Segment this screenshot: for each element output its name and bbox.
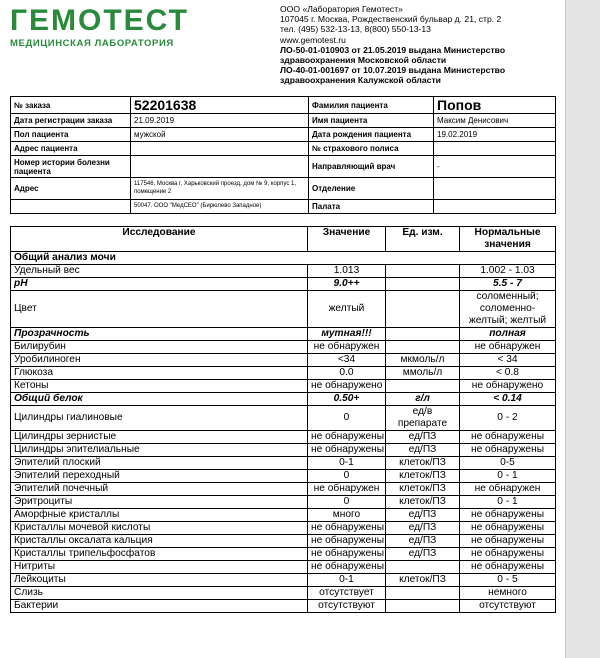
table-row bbox=[11, 457, 556, 470]
reference-range: < 34 bbox=[460, 354, 556, 367]
test-name: Уробилиноген bbox=[11, 354, 308, 367]
department-value bbox=[434, 178, 556, 200]
result-value: 0 bbox=[308, 496, 386, 509]
result-value: не обнаружены bbox=[308, 444, 386, 457]
result-unit: ед/в препарате bbox=[386, 406, 460, 431]
patient-address-label: Адрес пациента bbox=[11, 142, 131, 156]
sex-label: Пол пациента bbox=[11, 128, 131, 142]
medical-history-label: Номер истории болезни пациента bbox=[11, 156, 131, 178]
test-name: Лейкоциты bbox=[11, 574, 308, 587]
test-name: Нитриты bbox=[11, 561, 308, 574]
table-row bbox=[11, 496, 556, 509]
table-row bbox=[11, 509, 556, 522]
table-row bbox=[11, 548, 556, 561]
result-value: 0-1 bbox=[308, 574, 386, 587]
result-value: не обнаружены bbox=[308, 548, 386, 561]
birth-date-label: Дата рождения пациента bbox=[309, 128, 434, 142]
result-value: 9.0++ bbox=[308, 278, 386, 291]
reference-range: 5.5 - 7 bbox=[460, 278, 556, 291]
registration-date-value: 21.09.2019 bbox=[131, 114, 309, 128]
test-name: Билирубин bbox=[11, 341, 308, 354]
organization-info bbox=[280, 4, 565, 86]
result-unit: ммоль/л bbox=[386, 367, 460, 380]
result-value: много bbox=[308, 509, 386, 522]
table-row bbox=[11, 470, 556, 483]
surname-value: Попов bbox=[434, 97, 556, 114]
table-row bbox=[11, 444, 556, 457]
logo-name: ГЕМОТЕСТ bbox=[10, 4, 189, 37]
birth-date-value: 19.02.2019 bbox=[434, 128, 556, 142]
result-value: не обнаружены bbox=[308, 561, 386, 574]
result-unit: г/л bbox=[386, 393, 460, 406]
test-name: Эпителий переходный bbox=[11, 470, 308, 483]
first-name-value: Максим Денисович bbox=[434, 114, 556, 128]
sex-value: мужской bbox=[131, 128, 309, 142]
test-name: Кристаллы мочевой кислоты bbox=[11, 522, 308, 535]
table-row bbox=[11, 561, 556, 574]
result-unit bbox=[386, 341, 460, 354]
license-1: ЛО-50-01-010903 от 21.05.2019 выдана Министерство bbox=[280, 44, 506, 55]
table-row bbox=[11, 431, 556, 444]
test-name: Цвет bbox=[11, 291, 308, 328]
result-unit bbox=[386, 278, 460, 291]
reference-range: отсутствуют bbox=[460, 600, 556, 613]
reference-range: немного bbox=[460, 587, 556, 600]
first-name-label: Имя пациента bbox=[309, 114, 434, 128]
result-unit bbox=[386, 380, 460, 393]
result-unit: клеток/ПЗ bbox=[386, 574, 460, 587]
result-value: не обнаружен bbox=[308, 483, 386, 496]
license-2: ЛО-40-01-001697 от 10.07.2019 выдана Министерство bbox=[280, 65, 506, 76]
test-name: Кетоны bbox=[11, 380, 308, 393]
reference-range: соломенный; соломенно-желтый; желтый bbox=[460, 291, 556, 328]
test-name: Кристаллы трипельфосфатов bbox=[11, 548, 308, 561]
medical-history-value bbox=[131, 156, 309, 178]
result-value: отсутствует bbox=[308, 587, 386, 600]
reference-range: 0-5 bbox=[460, 457, 556, 470]
reference-range: не обнаружены bbox=[460, 548, 556, 561]
result-value: не обнаружены bbox=[308, 431, 386, 444]
table-row bbox=[11, 406, 556, 431]
license-1-cont: здравоохранения Московской области bbox=[280, 55, 447, 66]
result-unit: клеток/ПЗ bbox=[386, 483, 460, 496]
table-row bbox=[11, 380, 556, 393]
test-name: Общий белок bbox=[11, 393, 308, 406]
result-value: 0.0 bbox=[308, 367, 386, 380]
clinic-address-label: Адрес bbox=[11, 178, 131, 200]
order-number-value: 52201638 bbox=[131, 97, 309, 114]
table-row bbox=[11, 574, 556, 587]
table-row bbox=[11, 265, 556, 278]
result-value: 0 bbox=[308, 470, 386, 483]
result-unit bbox=[386, 265, 460, 278]
section-title: Общий анализ мочи bbox=[11, 252, 556, 265]
test-name: Цилиндры эпителиальные bbox=[11, 444, 308, 457]
clinic-address-value: 117546, Москва г, Харьковский проезд, дом № 9, корпус 1, помещение 2 bbox=[131, 178, 309, 200]
reference-range: 0 - 5 bbox=[460, 574, 556, 587]
result-rows bbox=[11, 265, 556, 613]
table-row bbox=[11, 600, 556, 613]
reference-range: не обнаружены bbox=[460, 535, 556, 548]
test-name: Цилиндры гиалиновые bbox=[11, 406, 308, 431]
org-address: 107045 г. Москва, Рождественский бульвар д. 21, стр. 2 bbox=[280, 14, 502, 25]
result-unit: мкмоль/л bbox=[386, 354, 460, 367]
column-header-value: Значение bbox=[308, 227, 386, 252]
org-site: www.gemotest.ru bbox=[280, 34, 346, 45]
order-number-label: № заказа bbox=[11, 97, 131, 114]
clinic-empty-cell bbox=[11, 200, 131, 214]
reference-range: 1.002 - 1.03 bbox=[460, 265, 556, 278]
license-2-cont: здравоохранения Калужской области bbox=[280, 75, 441, 86]
lab-logo bbox=[10, 6, 189, 49]
result-value: отсутствуют bbox=[308, 600, 386, 613]
result-value: не обнаружены bbox=[308, 535, 386, 548]
result-value: не обнаружен bbox=[308, 341, 386, 354]
referring-doctor-value: - bbox=[434, 156, 556, 178]
test-name: Эритроциты bbox=[11, 496, 308, 509]
table-row bbox=[11, 483, 556, 496]
result-value: <34 bbox=[308, 354, 386, 367]
result-unit: ед/ПЗ bbox=[386, 548, 460, 561]
test-name: Удельный вес bbox=[11, 265, 308, 278]
test-name: Бактерии bbox=[11, 600, 308, 613]
test-name: Слизь bbox=[11, 587, 308, 600]
test-name: Прозрачность bbox=[11, 328, 308, 341]
result-value: 0-1 bbox=[308, 457, 386, 470]
result-value: мутная!!! bbox=[308, 328, 386, 341]
result-value: 0.50+ bbox=[308, 393, 386, 406]
table-row bbox=[11, 522, 556, 535]
result-unit bbox=[386, 561, 460, 574]
reference-range: 0 - 1 bbox=[460, 470, 556, 483]
table-row bbox=[11, 291, 556, 328]
result-value: желтый bbox=[308, 291, 386, 328]
result-unit: ед/ПЗ bbox=[386, 444, 460, 457]
test-name: Цилиндры зернистые bbox=[11, 431, 308, 444]
reference-range: не обнаружены bbox=[460, 444, 556, 457]
org-phone: тел. (495) 532-13-13, 8(800) 550-13-13 bbox=[280, 24, 431, 35]
patient-info-table bbox=[10, 96, 556, 214]
table-row bbox=[11, 367, 556, 380]
result-unit bbox=[386, 328, 460, 341]
reference-range: < 0.8 bbox=[460, 367, 556, 380]
result-unit bbox=[386, 600, 460, 613]
table-row bbox=[11, 328, 556, 341]
ward-label: Палата bbox=[309, 200, 434, 214]
ward-value bbox=[434, 200, 556, 214]
registration-date-label: Дата регистрации заказа bbox=[11, 114, 131, 128]
result-unit: клеток/ПЗ bbox=[386, 496, 460, 509]
result-unit: клеток/ПЗ bbox=[386, 457, 460, 470]
table-row bbox=[11, 393, 556, 406]
result-value: не обнаружены bbox=[308, 522, 386, 535]
reference-range: не обнаружены bbox=[460, 522, 556, 535]
test-name: Эпителий плоский bbox=[11, 457, 308, 470]
org-name: ООО «Лаборатория Гемотест» bbox=[280, 4, 403, 14]
test-name: Аморфные кристаллы bbox=[11, 509, 308, 522]
patient-address-value bbox=[131, 142, 309, 156]
result-unit: ед/ПЗ bbox=[386, 535, 460, 548]
reference-range: не обнаружен bbox=[460, 483, 556, 496]
reference-range: < 0.14 bbox=[460, 393, 556, 406]
clinic-name-value: 50047. ООО "МедСЕО" (Бирюлево Западное) bbox=[131, 200, 309, 214]
table-row bbox=[11, 278, 556, 291]
reference-range: не обнаружены bbox=[460, 509, 556, 522]
table-row bbox=[11, 341, 556, 354]
page-edge-shadow bbox=[565, 0, 600, 658]
result-unit bbox=[386, 291, 460, 328]
test-name: Кристаллы оксалата кальция bbox=[11, 535, 308, 548]
reference-range: не обнаружен bbox=[460, 341, 556, 354]
surname-label: Фамилия пациента bbox=[309, 97, 434, 114]
column-header-unit: Ед. изм. bbox=[386, 227, 460, 252]
result-value: 1.013 bbox=[308, 265, 386, 278]
result-unit: ед/ПЗ bbox=[386, 431, 460, 444]
result-unit bbox=[386, 587, 460, 600]
result-unit: ед/ПЗ bbox=[386, 522, 460, 535]
results-table bbox=[10, 226, 556, 613]
insurance-policy-value bbox=[434, 142, 556, 156]
test-name: Глюкоза bbox=[11, 367, 308, 380]
table-row bbox=[11, 535, 556, 548]
result-unit: клеток/ПЗ bbox=[386, 470, 460, 483]
department-label: Отделение bbox=[309, 178, 434, 200]
result-value: 0 bbox=[308, 406, 386, 431]
column-header-test: Исследование bbox=[11, 227, 308, 252]
reference-range: 0 - 2 bbox=[460, 406, 556, 431]
test-name: pH bbox=[11, 278, 308, 291]
insurance-policy-label: № страхового полиса bbox=[309, 142, 434, 156]
reference-range: не обнаружены bbox=[460, 431, 556, 444]
table-row bbox=[11, 587, 556, 600]
referring-doctor-label: Направляющий врач bbox=[309, 156, 434, 178]
reference-range: 0 - 1 bbox=[460, 496, 556, 509]
reference-range: не обнаружены bbox=[460, 561, 556, 574]
reference-range: полная bbox=[460, 328, 556, 341]
test-name: Эпителий почечный bbox=[11, 483, 308, 496]
reference-range: не обнаружено bbox=[460, 380, 556, 393]
column-header-norm: Нормальные значения bbox=[460, 227, 556, 252]
result-value: не обнаружено bbox=[308, 380, 386, 393]
table-row bbox=[11, 354, 556, 367]
result-unit: ед/ПЗ bbox=[386, 509, 460, 522]
logo-subtitle: МЕДИЦИНСКАЯ ЛАБОРАТОРИЯ bbox=[10, 38, 174, 49]
